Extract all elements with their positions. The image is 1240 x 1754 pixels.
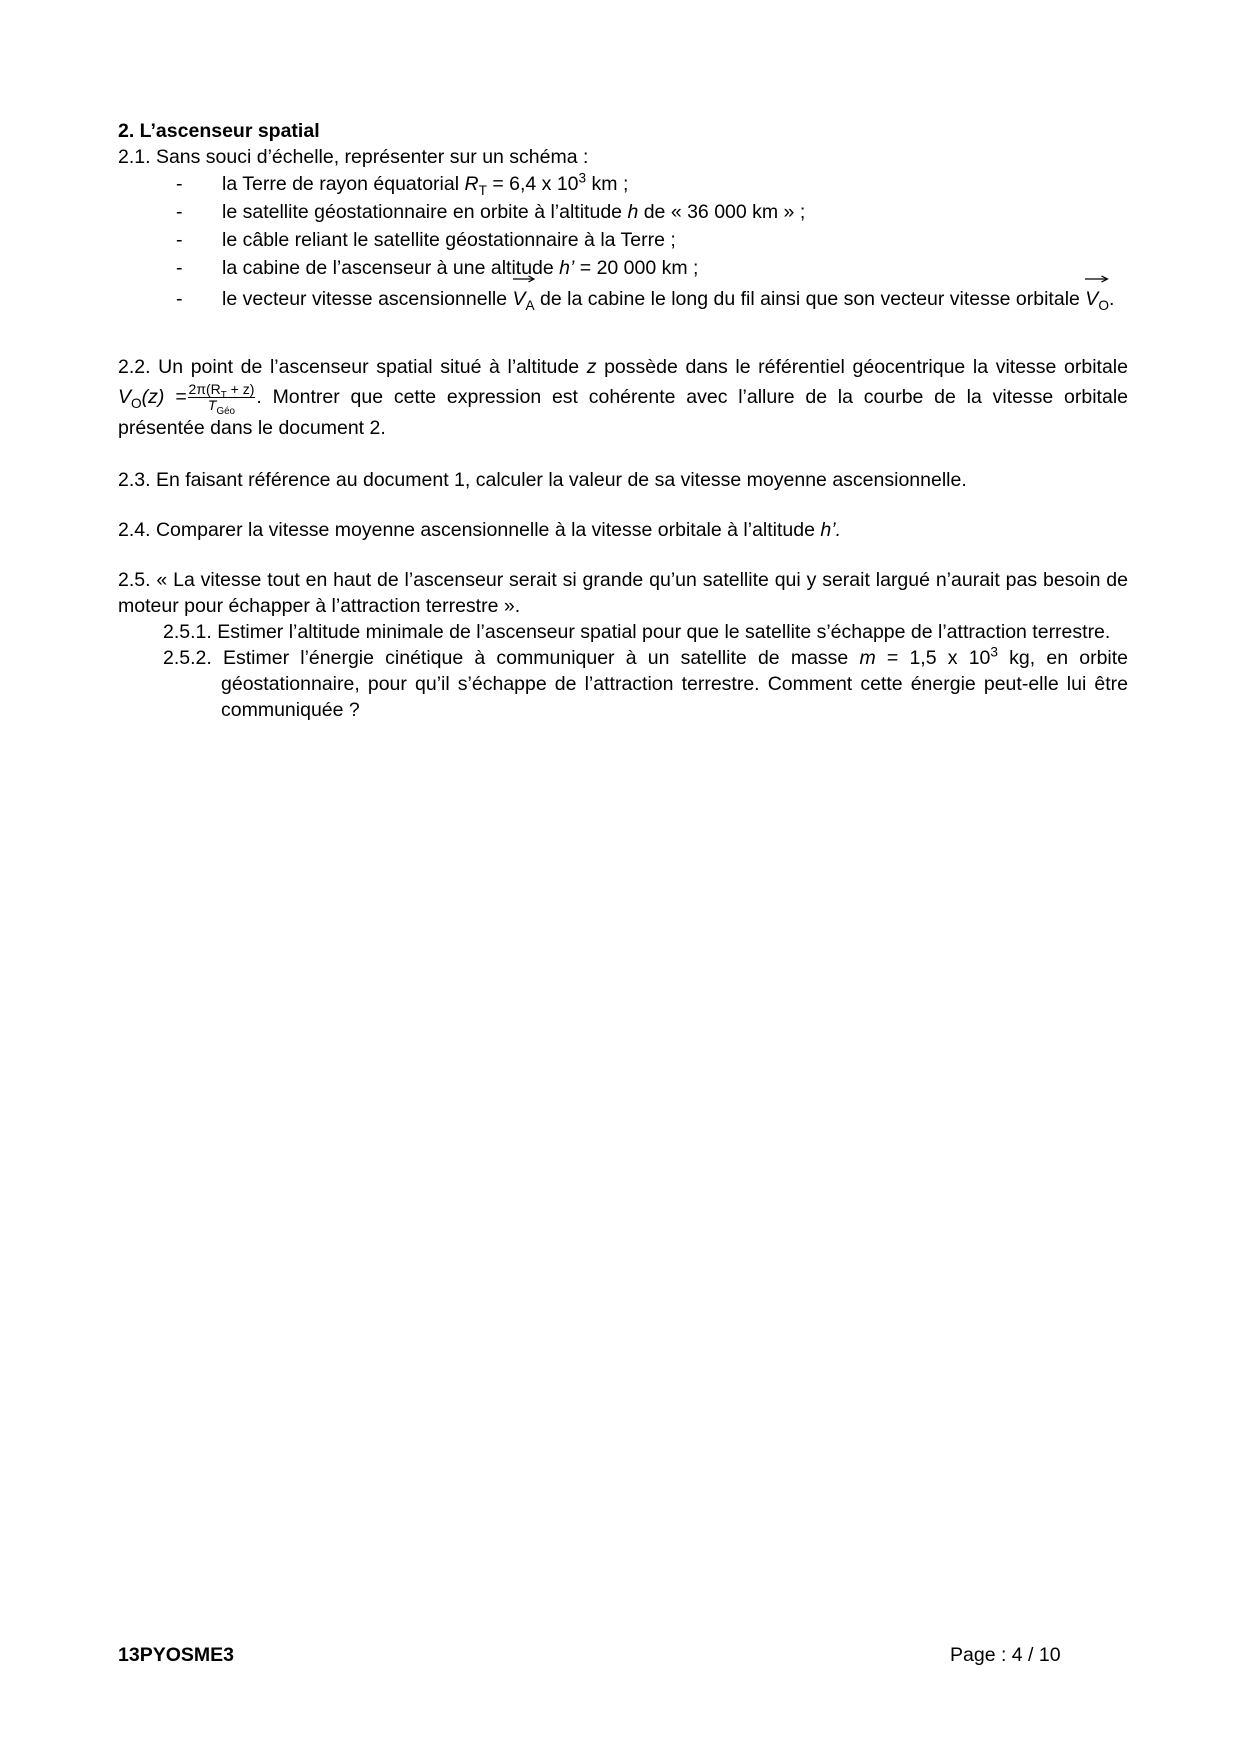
dash-bullet: - (176, 257, 183, 279)
list-item-text: km ; (586, 173, 629, 195)
subscript: O (131, 395, 142, 411)
formula-text: T (207, 397, 217, 414)
list-item (118, 198, 1128, 226)
formula-text: + z) (226, 381, 255, 398)
fraction-numerator (188, 381, 256, 402)
page-number: Page : 4 / 10 (950, 1644, 1061, 1666)
subscript: Géo (216, 406, 235, 418)
list-item (118, 254, 1128, 282)
question-2-1-intro: 2.1. Sans souci d’échelle, représenter sur un schéma : (118, 146, 589, 168)
question-2-1-list (118, 170, 1128, 314)
list-item (118, 226, 1128, 254)
variable: V (1085, 288, 1099, 310)
list-item (118, 170, 1128, 198)
question-2-3: 2.3. En faisant référence au document 1, calculer la valeur de sa vitesse moyenne ascensionnelle. (118, 469, 967, 492)
formula-fraction (188, 381, 256, 418)
variable: h’ (559, 257, 575, 279)
section-title: 2. L’ascenseur spatial (118, 120, 320, 142)
variable: z (586, 356, 597, 378)
question-text: 2.2. Un point de l’ascenseur spatial situé à l’altitude (118, 356, 587, 378)
list-item-text: = 20 000 km ; (574, 257, 699, 279)
question-text: 2.4. Comparer la vitesse moyenne ascensionnelle à la vitesse orbitale à l’altitude (118, 519, 821, 542)
superscript: 3 (578, 170, 587, 186)
formula-text: 2π(R (188, 381, 221, 398)
question-text: possède dans le référentiel géocentrique la vitesse orbitale (596, 356, 1128, 378)
question-text: = 1,5 x 10 (875, 647, 991, 670)
document-code: 13PYOSME3 (118, 1644, 234, 1666)
vector-vo (1085, 284, 1109, 314)
fraction-denominator (188, 397, 256, 418)
list-item-text: de la cabine le long du fil ainsi que son vecteur vitesse orbitale (534, 288, 1086, 310)
question-text: kg, en orbite géostationnaire, pour qu’il s’échappe de l’attraction terrestre. Comment cette énergie peut-elle lui être communiquée ? (221, 647, 1129, 722)
list-item-text: la cabine de l’ascenseur à une altitude (222, 257, 560, 279)
question-text: 2.5.2. Estimer l’énergie cinétique à communiquer à un satellite de masse (163, 647, 860, 670)
question-2-4 (118, 517, 1128, 543)
dash-bullet: - (176, 288, 183, 310)
list-item-text: le vecteur vitesse ascensionnelle (222, 288, 513, 310)
dash-bullet: - (176, 229, 183, 251)
list-item-text: la Terre de rayon équatorial (222, 173, 465, 195)
list-item-text: = 6,4 x 10 (486, 173, 579, 195)
question-2-5-1: 2.5.1. Estimer l’altitude minimale de l’ascenseur spatial pour que le satellite s’échappe de l’attraction terrestre. (163, 621, 1111, 644)
list-item-text: le câble reliant le satellite géostationnaire à la Terre ; (222, 229, 676, 251)
list-item-text: . (1108, 288, 1115, 310)
variable: V (512, 288, 526, 310)
variable: h’. (820, 519, 841, 542)
variable: R (464, 173, 479, 195)
list-item-text: le satellite géostationnaire en orbite à l’altitude (222, 201, 628, 223)
dash-bullet: - (176, 201, 183, 223)
subscript: A (525, 297, 535, 313)
variable: m (859, 647, 876, 670)
question-2-2 (118, 352, 1128, 443)
subscript: O (1098, 297, 1109, 313)
question-2-5-intro: 2.5. « La vitesse tout en haut de l’ascenseur serait si grande qu’un satellite qui y serait largué n’aurait pas besoin de moteur pour échapper à l’attraction terrestre ». (118, 569, 1128, 618)
document-page (118, 118, 1128, 723)
list-item-text: de « 36 000 km » ; (638, 201, 806, 223)
question-text: . Montrer que cette expression est cohérente avec l’allure de la courbe de la vitesse orbitale présentée dans le document 2. (118, 386, 1128, 440)
variable: V (118, 386, 132, 408)
superscript: 3 (990, 644, 998, 660)
vector-va (513, 284, 535, 314)
vector-arrow-icon (1085, 275, 1109, 283)
list-item (118, 284, 1128, 314)
variable: (z) = (141, 386, 187, 408)
subscript: T (478, 182, 487, 198)
variable: h (627, 201, 639, 223)
dash-bullet: - (176, 173, 183, 195)
question-2-5-2 (163, 645, 1128, 723)
subscript: T (220, 390, 227, 402)
vector-arrow-icon (513, 275, 535, 283)
